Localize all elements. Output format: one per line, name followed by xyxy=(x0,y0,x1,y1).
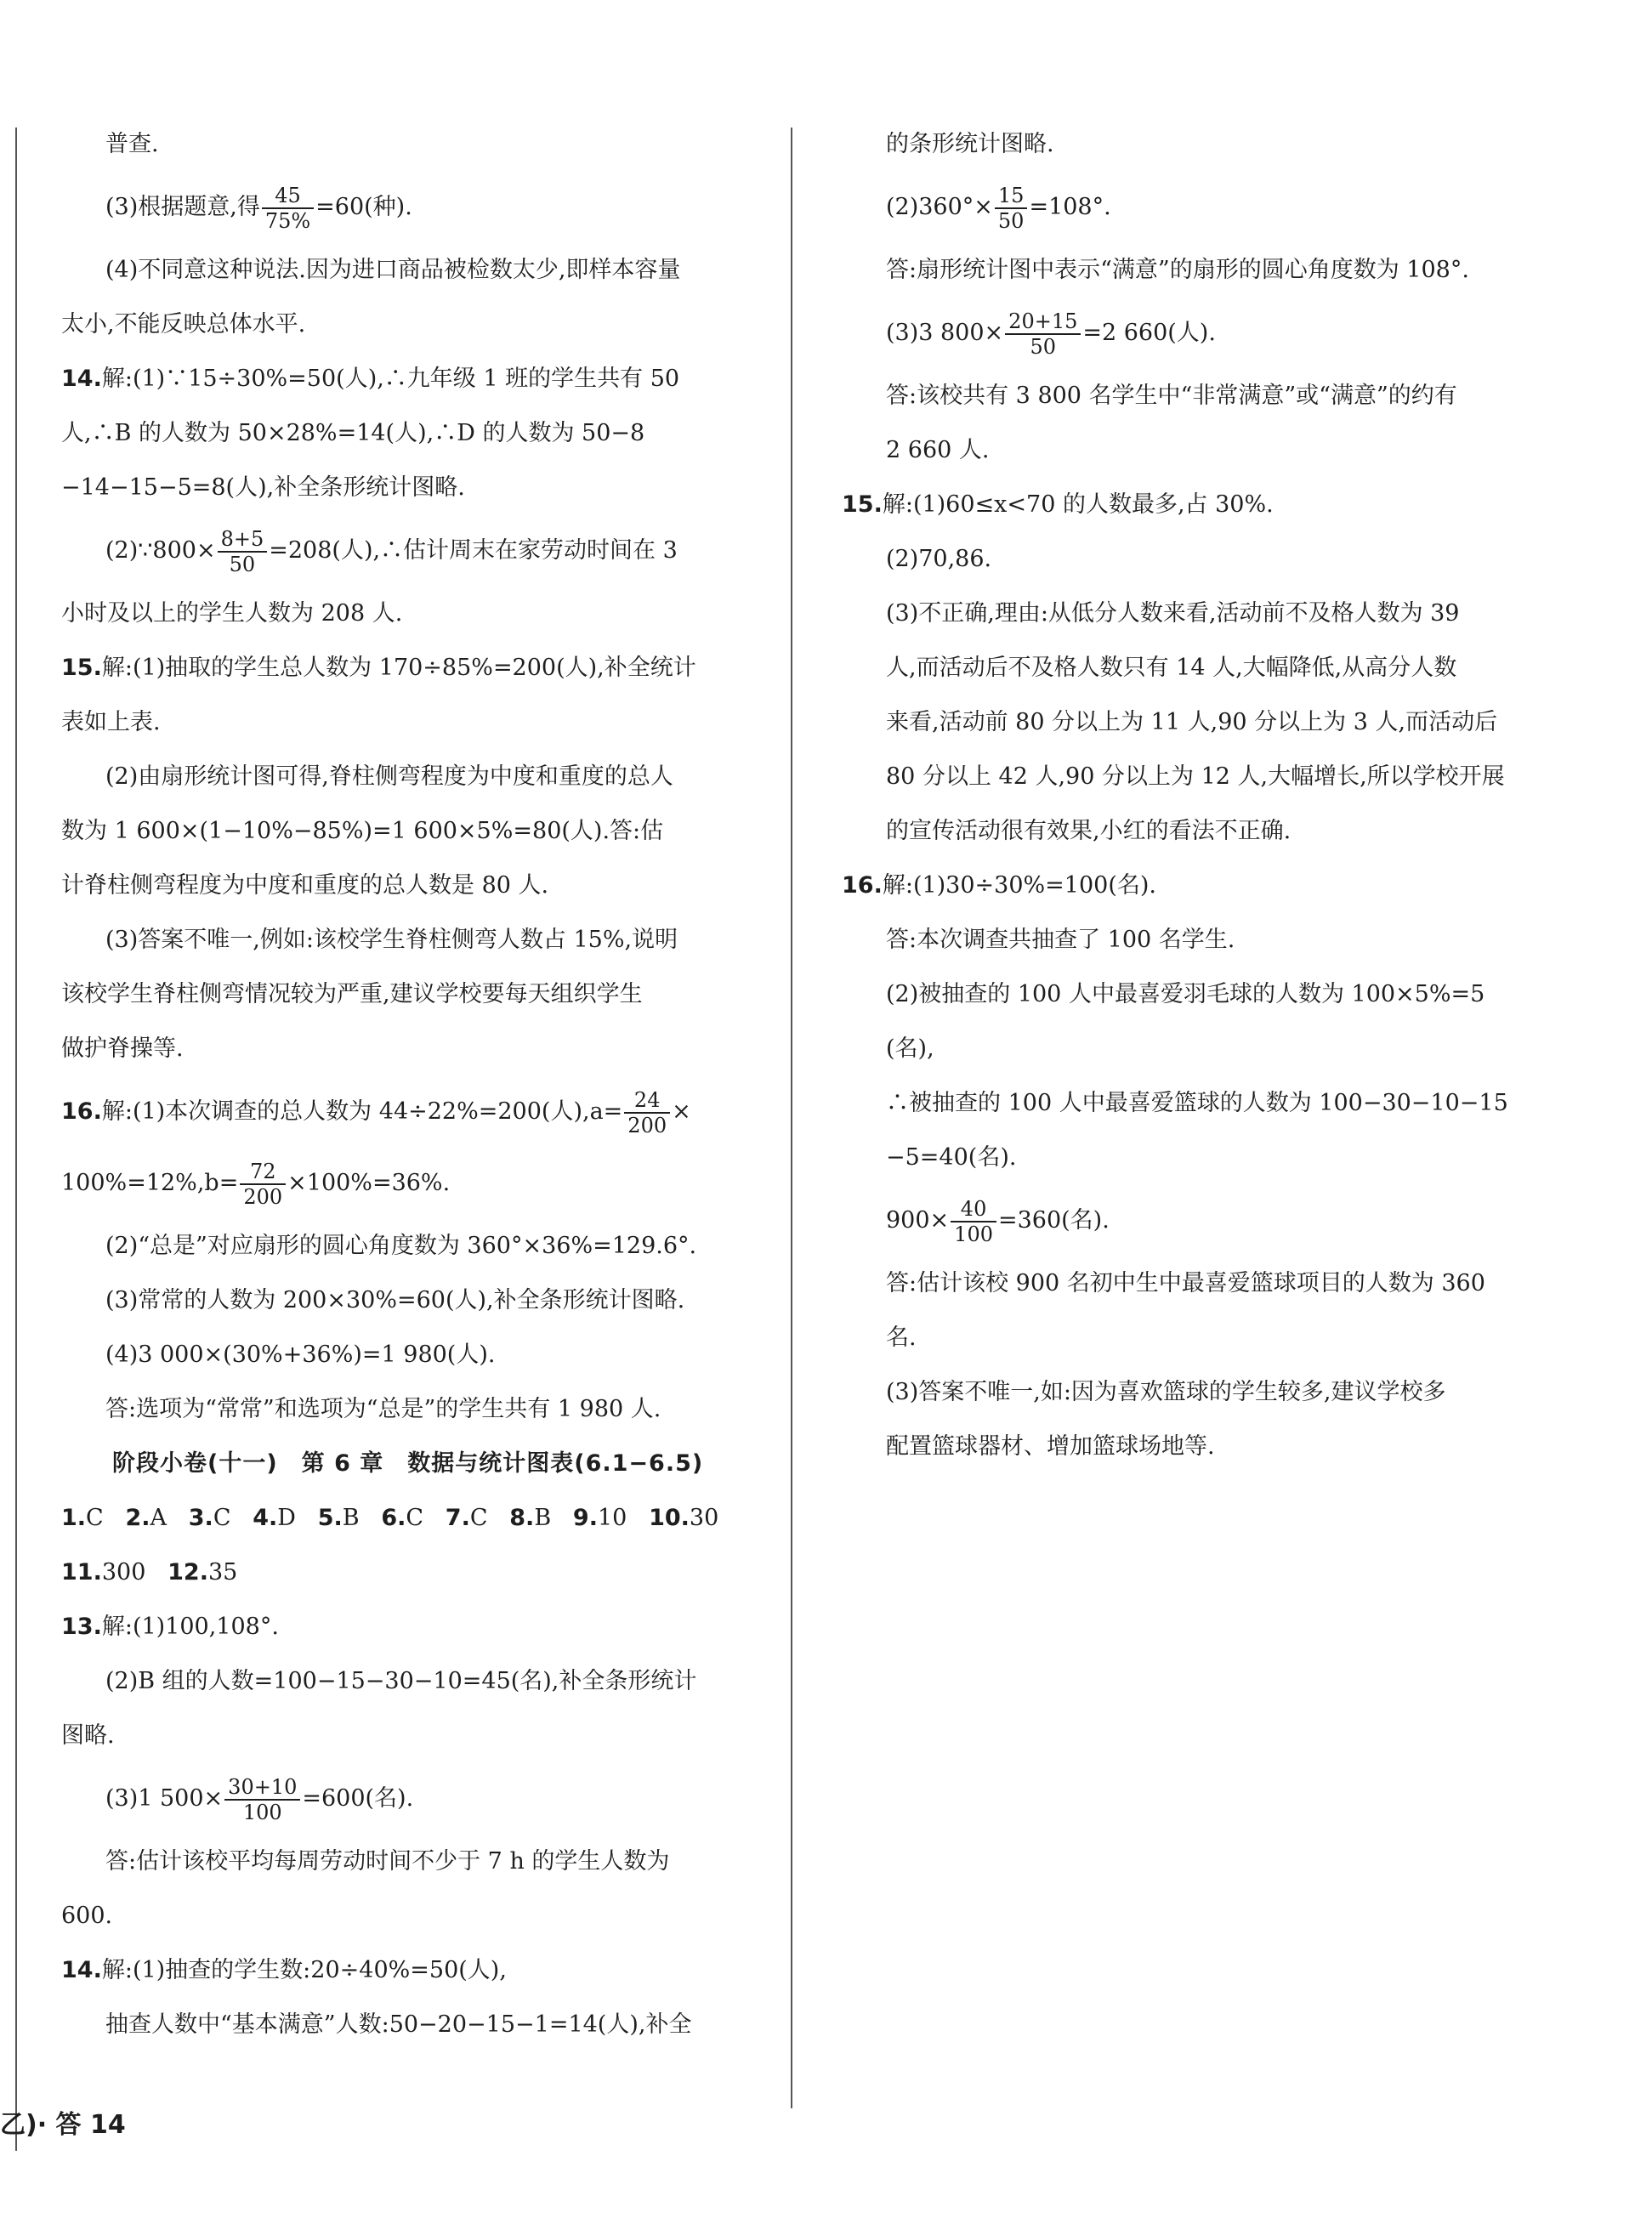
text-line: (2)由扇形统计图可得,脊柱侧弯程度为中度和重度的总人 xyxy=(105,763,673,790)
text-line: 答:该校共有 3 800 名学生中“非常满意”或“满意”的约有 xyxy=(886,383,1457,409)
text-line: 80 分以上 42 人,90 分以上为 12 人,大幅增长,所以学校开展 xyxy=(886,763,1505,790)
text-line: 做护脊操等. xyxy=(61,1035,184,1062)
fraction: $\frac{40}{100}$ xyxy=(951,1197,996,1246)
fraction: $\frac{30+10}{100}$ xyxy=(224,1775,300,1824)
text-line: 答:扇形统计图中表示“满意”的扇形的圆心角度数为 108°. xyxy=(886,257,1469,283)
answer-value: C xyxy=(213,1505,231,1531)
text-line: 的条形统计图略. xyxy=(886,131,1054,157)
text-line: (2)360°× $\frac{15}{50}$ =108°. xyxy=(886,183,1111,233)
answer-value: B xyxy=(534,1505,552,1531)
section-title: 阶段小卷(十一) 第 6 章 数据与统计图表(6.1−6.5) xyxy=(112,1450,704,1477)
text-line: 计脊柱侧弯程度为中度和重度的总人数是 80 人. xyxy=(61,872,549,899)
text-line: (3)不正确,理由:从低分人数来看,活动前不及格人数为 39 xyxy=(886,600,1460,627)
answer-value: C xyxy=(86,1505,104,1531)
question-16: 16.解:(1)本次调查的总人数为 44÷22%=200(人),a= $\frac{24}{200}$ × xyxy=(61,1087,691,1137)
text-line: 900× $\frac{40}{100}$ =360(名). xyxy=(886,1196,1110,1246)
text-line: (3)根据题意,得 $\frac{45}{75\%}$ =60(种). xyxy=(105,183,412,233)
text-line: (3)答案不唯一,例如:该校学生脊柱侧弯人数占 15%,说明 xyxy=(105,927,678,953)
answer-row-2 xyxy=(61,1546,741,1600)
fraction: $\frac{24}{200}$ xyxy=(624,1088,670,1137)
question-15: 15.解:(1)抽取的学生总人数为 170÷85%=200(人),补全统计 xyxy=(61,655,696,681)
text-line: (3)常常的人数为 200×30%=60(人),补全条形统计图略. xyxy=(105,1287,685,1313)
answer-number: 2. xyxy=(125,1505,150,1531)
fraction: $\frac{20+15}{50}$ xyxy=(1005,309,1081,359)
answer-number: 9. xyxy=(572,1505,598,1531)
text-line: 答:估计该校 900 名初中生中最喜爱篮球项目的人数为 360 xyxy=(886,1270,1485,1296)
fraction: $\frac{15}{50}$ xyxy=(995,184,1028,233)
text-line: 人,∴B 的人数为 50×28%=14(人),∴D 的人数为 50−8 xyxy=(61,420,645,446)
text-line: 该校学生脊柱侧弯情况较为严重,建议学校要每天组织学生 xyxy=(61,981,643,1007)
text-line: 600. xyxy=(61,1903,113,1929)
answer-number: 12. xyxy=(167,1559,208,1585)
text-line: 名. xyxy=(886,1325,917,1351)
answer-number: 1. xyxy=(61,1505,87,1531)
text-line: (4)不同意这种说法.因为进口商品被检数太少,即样本容量 xyxy=(105,257,681,283)
answer-value: 10 xyxy=(597,1505,627,1531)
fraction: $\frac{45}{75\%}$ xyxy=(262,184,314,233)
text-line: −14−15−5=8(人),补全条形统计图略. xyxy=(61,474,465,501)
text-line: 数为 1 600×(1−10%−85%)=1 600×5%=80(人).答:估 xyxy=(61,818,664,844)
fraction: $\frac{72}{200}$ xyxy=(240,1160,286,1209)
text-line: (2)“总是”对应扇形的圆心角度数为 360°×36%=129.6°. xyxy=(105,1233,697,1259)
answer-number: 5. xyxy=(317,1505,343,1531)
text-line: 太小,不能反映总体水平. xyxy=(61,311,306,338)
answer-value: 35 xyxy=(207,1559,238,1585)
answer-number: 8. xyxy=(509,1505,535,1531)
right-column xyxy=(842,117,1522,1474)
text-line: 抽查人数中“基本满意”人数:50−20−15−1=14(人),补全 xyxy=(105,2011,692,2038)
text-line: −5=40(名). xyxy=(886,1144,1017,1171)
text-line: 小时及以上的学生人数为 208 人. xyxy=(61,600,403,627)
question-15: 15.解:(1)60≤x<70 的人数最多,占 30%. xyxy=(842,491,1274,518)
answer-value: C xyxy=(469,1505,488,1531)
answer-value: B xyxy=(342,1505,360,1531)
text-line: (2)70,86. xyxy=(886,546,992,572)
text-line: 表如上表. xyxy=(61,709,161,735)
text-line: 人,而活动后不及格人数只有 14 人,大幅降低,从高分人数 xyxy=(886,655,1457,681)
text-line: (3)1 500× $\frac{30+10}{100}$ =600(名). xyxy=(105,1774,414,1824)
answer-value: 300 xyxy=(101,1559,146,1585)
answer-row-1 xyxy=(61,1491,741,1546)
text-line: (3)答案不唯一,如:因为喜欢篮球的学生较多,建议学校多 xyxy=(886,1379,1446,1405)
left-margin-rule xyxy=(15,128,17,2151)
question-14b: 14.解:(1)抽查的学生数:20÷40%=50(人), xyxy=(61,1957,507,1983)
text-line: ∴被抽查的 100 人中最喜爱篮球的人数为 100−30−10−15 xyxy=(886,1090,1508,1116)
answer-value: D xyxy=(277,1505,296,1531)
question-16: 16.解:(1)30÷30%=100(名). xyxy=(842,872,1156,899)
answer-number: 4. xyxy=(253,1505,278,1531)
left-column xyxy=(61,117,741,2052)
answer-value: C xyxy=(406,1505,424,1531)
text-line: 图略. xyxy=(61,1722,115,1749)
answer-number: 11. xyxy=(61,1559,102,1585)
answer-number: 6. xyxy=(381,1505,406,1531)
text-line: 的宣传活动很有效果,小红的看法不正确. xyxy=(886,818,1292,844)
column-divider xyxy=(791,128,792,2108)
answer-number: 10. xyxy=(649,1505,690,1531)
text-line: 来看,活动前 80 分以上为 11 人,90 分以上为 3 人,而活动后 xyxy=(886,709,1498,735)
text-line: 2 660 人. xyxy=(886,437,990,463)
text-line: (2)∵800× $\frac{8+5}{50}$ =208(人),∴估计周末在家劳动时间在 3 xyxy=(105,526,678,576)
text-line: 答:选项为“常常”和选项为“总是”的学生共有 1 980 人. xyxy=(105,1396,661,1422)
text-line: (3)3 800× $\frac{20+15}{50}$ =2 660(人). xyxy=(886,309,1216,359)
answer-number: 3. xyxy=(188,1505,213,1531)
text-line: 普查. xyxy=(105,131,159,157)
text-line: (2)B 组的人数=100−15−30−10=45(名),补全条形统计 xyxy=(105,1668,697,1694)
text-line: 答:估计该校平均每周劳动时间不少于 7 h 的学生人数为 xyxy=(105,1848,670,1875)
text-line: (名), xyxy=(886,1035,934,1062)
fraction: $\frac{8+5}{50}$ xyxy=(218,527,268,576)
answer-value: A xyxy=(150,1505,167,1531)
text-line: (2)被抽查的 100 人中最喜爱羽毛球的人数为 100×5%=5 xyxy=(886,981,1485,1007)
question-13: 13.解:(1)100,108°. xyxy=(61,1614,279,1640)
page-footer: 乙)· 答 14 xyxy=(0,2110,126,2140)
answer-number: 7. xyxy=(445,1505,470,1531)
text-line: 答:本次调查共抽查了 100 名学生. xyxy=(886,927,1235,953)
text-line: 100%=12%,b= $\frac{72}{200}$ ×100%=36%. xyxy=(61,1159,451,1209)
question-14: 14.解:(1)∵15÷30%=50(人),∴九年级 1 班的学生共有 50 xyxy=(61,366,680,392)
text-line: 配置篮球器材、增加篮球场地等. xyxy=(886,1433,1215,1460)
text-line: (4)3 000×(30%+36%)=1 980(人). xyxy=(105,1342,496,1368)
answer-value: 30 xyxy=(689,1505,719,1531)
